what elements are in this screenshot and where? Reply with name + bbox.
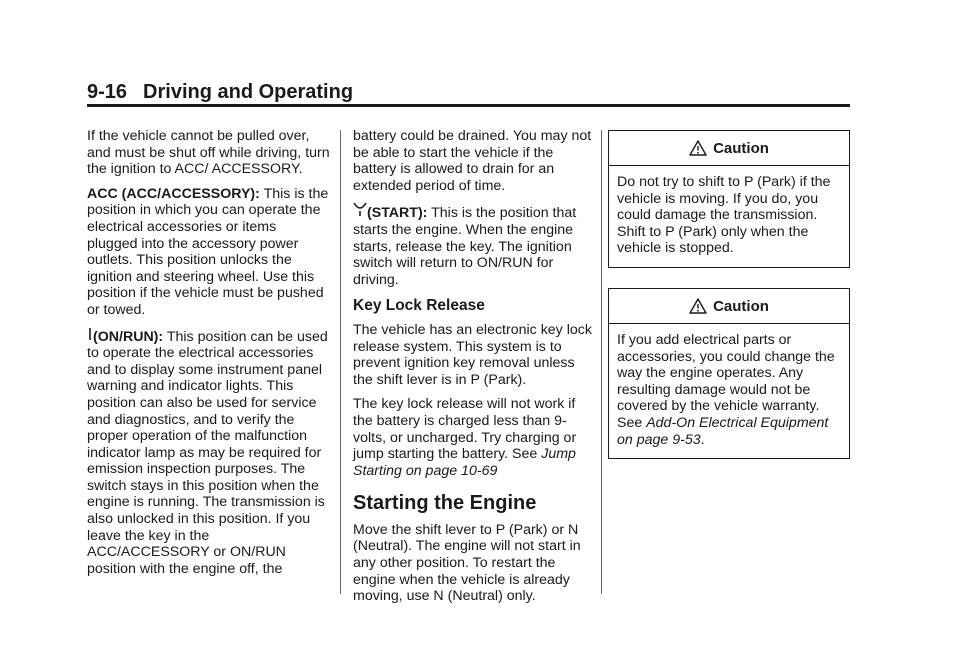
warning-triangle-icon — [689, 298, 707, 314]
start-text: This is the position that starts the engine. When the engine starts, release the key. The ignition switch will return to ON/RUN for driving. — [353, 205, 577, 288]
start-term: (START): — [367, 205, 428, 222]
caution-box-1 — [608, 130, 850, 268]
column-divider-1 — [340, 130, 341, 594]
warning-triangle-icon — [689, 140, 707, 156]
on-run-paragraph — [87, 327, 330, 578]
starting-engine-paragraph: Move the shift lever to P (Park) or N (Neutral). The engine will not start in any other position. To restart the engine when the vehicle is already moving, use N (Neutral) only. — [353, 521, 581, 605]
section-title: Driving and Operating — [143, 81, 354, 103]
acc-term: ACC (ACC/ACCESSORY): — [87, 185, 260, 202]
caution-header — [609, 131, 849, 166]
caution-header — [609, 289, 849, 324]
caution-title: Caution — [713, 297, 769, 315]
caution-title: Caution — [713, 139, 769, 157]
caution-text-end: . — [700, 431, 705, 448]
caution-body — [609, 166, 849, 267]
starting-engine-heading: Starting the Engine — [353, 492, 537, 515]
ignition-start-icon — [353, 202, 367, 217]
caution-text — [617, 332, 841, 448]
key-lock-text: The key lock release will not work if the battery is charged less than 9-volts, or uncharged. Try charging or jump starting the battery. See — [353, 396, 577, 463]
caution-text-main: If you add electrical parts or accessories, you could change the way the engine operates. Any resulting damage would not be covered by the vehicle warranty. See — [617, 332, 835, 431]
column-middle — [353, 128, 593, 613]
caution-box-2 — [608, 288, 850, 459]
caution-text: Do not try to shift to P (Park) if the vehicle is moving. If you do, you could damage the transmission. Shift to P (Park) only when the vehicle is stopped. — [617, 174, 831, 257]
on-run-term: (ON/RUN): — [93, 328, 164, 345]
battery-paragraph: battery could be drained. You may not be able to start the vehicle if the battery is allowed to drain for an extended period of time. — [353, 128, 592, 194]
intro-paragraph: If the vehicle cannot be pulled over, and must be shut off while driving, turn the ignition to ACC/ ACCESSORY. — [87, 128, 330, 178]
add-on-electrical-reference[interactable]: Add-On Electrical Equipment on page 9-53 — [617, 414, 829, 448]
column-left — [87, 128, 330, 585]
page-number: 9-16 — [87, 81, 128, 103]
acc-text: This is the position in which you can operate the electrical accessories or items plugged into the accessory power outlets. This position unlocks the ignition and steering wheel. Use this position if the vehicle must be pushed or towed. — [87, 185, 329, 318]
key-lock-paragraph-1: The vehicle has an electronic key lock release system. This system is to prevent ignition key removal unless the shift lever is in P (Park). — [353, 321, 592, 388]
key-lock-release-heading: Key Lock Release — [353, 297, 485, 315]
column-divider-2 — [601, 130, 602, 594]
key-lock-paragraph-2 — [353, 396, 593, 479]
page-header — [87, 80, 850, 104]
start-paragraph — [353, 202, 593, 288]
caution-body — [609, 324, 849, 458]
acc-paragraph — [87, 186, 330, 319]
header-rule — [87, 104, 850, 107]
on-run-text: This position can be used to operate the electrical accessories and to display some instrument panel warning and indicator lights. This position can also be used for service and diagnostics, and to verify the proper operation of the malfunction indicator lamp as may be required for emission inspection purposes. The switch stays in this position when the engine is running. The transmission is also unlocked in this position. If you leave the key in the ACC/ACCESSORY or ON/RUN position with the engine off, the — [87, 328, 328, 577]
header-text — [87, 80, 850, 104]
jump-starting-reference[interactable]: Jump Starting on page 10-69 — [353, 446, 576, 479]
